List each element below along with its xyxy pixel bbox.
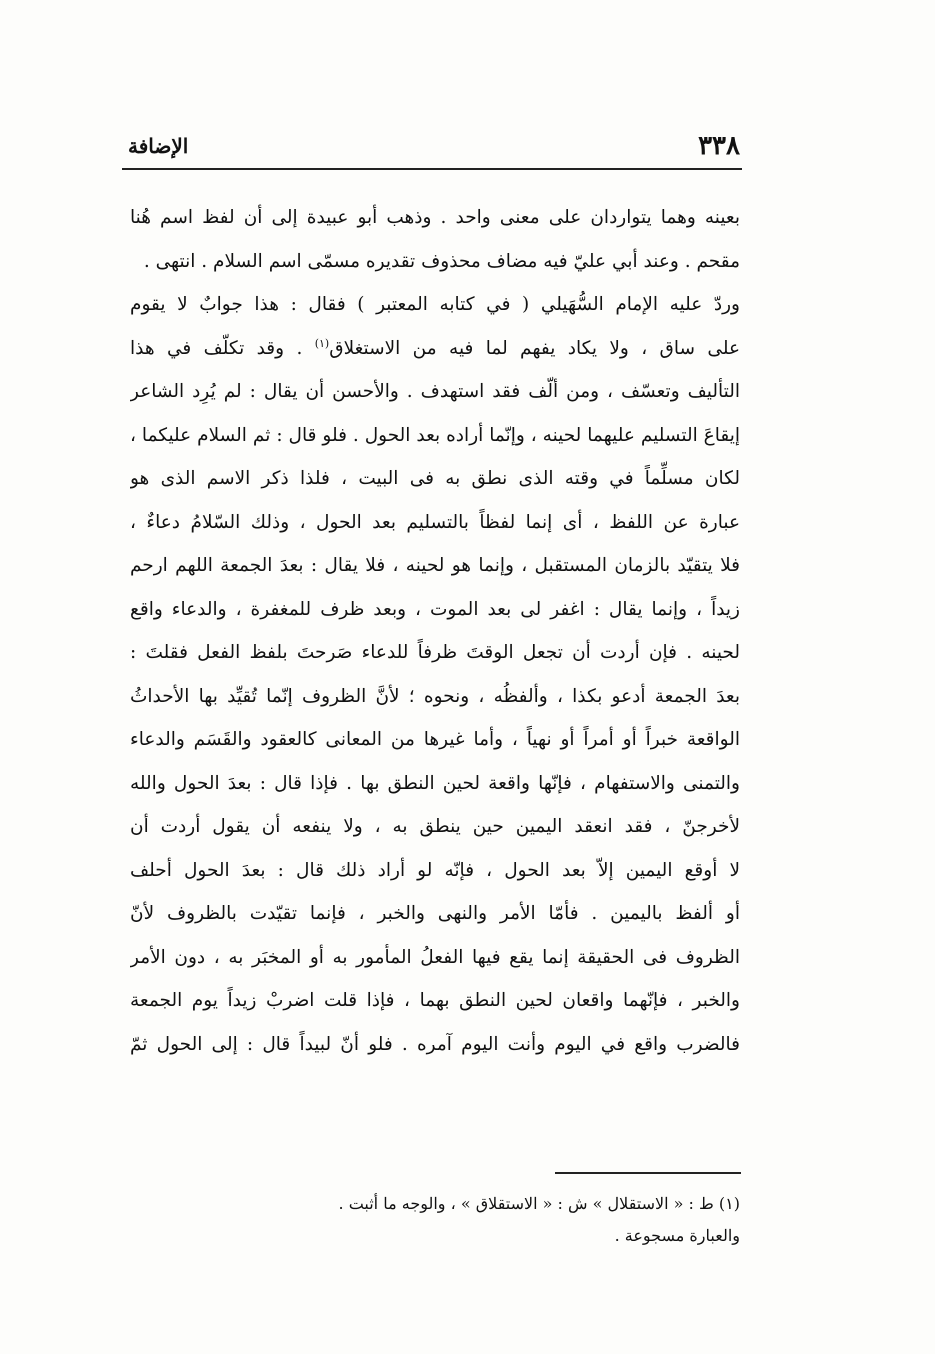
- text-line-13: الواقعة خبراً أو أمراً أو نهياً ، وأما غيرها من المعانى كالعقود والقَسَم والدعاء: [130, 729, 740, 750]
- text-line-10: زيداً ، وإنما يقال : اغفر لى بعد الموت ، وبعد ظرف للمغفرة ، والدعاء واقع: [130, 598, 740, 620]
- page-header: [128, 128, 740, 164]
- text-line-14: والتمنى والاستفهام ، فإنّها واقعة لحين النطق بها . فإذا قال : بعدَ الحول والله: [130, 772, 740, 794]
- text-line-4-end: . وقد تكلّف في هذا: [130, 337, 303, 359]
- text-line-4-start: على ساق ، ولا يكاد يفهم لما فيه من الاستغلاق: [329, 337, 740, 359]
- text-line-8: عبارة عن اللفظ ، أى إنما لفظاً بالتسليم بعد الحول ، وذلك السّلامُ دعاءٌ ،: [130, 511, 740, 533]
- footnotes: [130, 1188, 740, 1252]
- text-line-16: لا أوقع اليمين إلاّ بعد الحول ، فإنّه لو أراد ذلك قال : بعدَ الحول أحلف: [130, 859, 740, 881]
- text-line-20: فالضرب واقع في اليوم وأنت اليوم آمره . فلو أنّ لبيداً قال : إلى الحول ثمّ: [130, 1033, 740, 1055]
- text-line-12: بعدَ الجمعة أدعو بكذا ، وألفظُه ، ونحوه ؛ لأنَّ الظروف إنّما تُقيِّد بها الأحداثُ: [130, 685, 740, 707]
- text-line-1: بعينه وهما يتواردان على معنى واحد . وذهب أبو عبيدة إلى أن لفظ اسم هُنا: [130, 207, 740, 228]
- text-line-17: أو ألفظ باليمين . فأمّا الأمر والنهى والخبر ، فإنما تقيّدت بالظروف لأنّ: [130, 903, 740, 924]
- text-line-18: الظروف فى الحقيقة إنما يقع فيها الفعلُ المأمور به أو المخبَر به ، دون الأمر: [130, 946, 740, 968]
- page-number: ٣٣٨: [698, 131, 740, 161]
- text-line-11: لحينه . فإن أردت أن تجعل الوقتَ ظرفاً للدعاء صَرحتَ بلفظ الفعل فقلتَ :: [130, 642, 740, 663]
- text-line-5: التأليف وتعسّف ، ومن ألّف فقد استهدف . والأحسن أن يقال : لم يُرِد الشاعر: [130, 381, 740, 402]
- running-title: الإضافة: [128, 134, 189, 158]
- footnote-1: (١) ط : « الاستقلال » ش : « الاستقلاق » ، والوجه ما أثبت .: [338, 1194, 740, 1213]
- text-line-2: مقحم . وعند أبي عليّ فيه مضاف محذوف تقديره مسمّى اسم السلام . انتهى .: [143, 250, 740, 272]
- text-line-19: والخبر ، فإنّهما واقعان لحين النطق بهما ، فإذا قلت اضربْ زيداً يوم الجمعة: [130, 990, 740, 1011]
- text-line-4: [130, 327, 740, 371]
- text-line-3: وردّ عليه الإمام السُّهَيلي ( في كتابه المعتبر ) فقال : هذا جوابٌ لا يقوم: [130, 294, 740, 315]
- text-line-6: إيقاعَ التسليم عليهما لحينه ، وإنّما أراده بعد الحول . فلو قال : ثم السلام عليكما ،: [130, 424, 740, 446]
- footnote-1-continuation: والعبارة مسجوعة .: [614, 1226, 740, 1245]
- text-line-7: لكان مسلِّماً في وقته الذى نطق به فى البيت ، فلذا ذكر الاسم الذى هو: [130, 468, 740, 489]
- footnote-rule: [555, 1172, 741, 1174]
- header-rule: [122, 168, 742, 170]
- text-line-9: فلا يتقيّد بالزمان المستقبل ، وإنما هو لحينه ، فلا يقال : بعدَ الجمعة اللهم ارحم: [130, 555, 740, 576]
- body-text: [130, 196, 740, 1066]
- footnote-ref-marker: (١): [314, 336, 330, 350]
- text-line-15: لأخرجنّ ، فقد انعقد اليمين حين ينطق به ، ولا ينفعه أن يقول أردت أن: [130, 816, 740, 837]
